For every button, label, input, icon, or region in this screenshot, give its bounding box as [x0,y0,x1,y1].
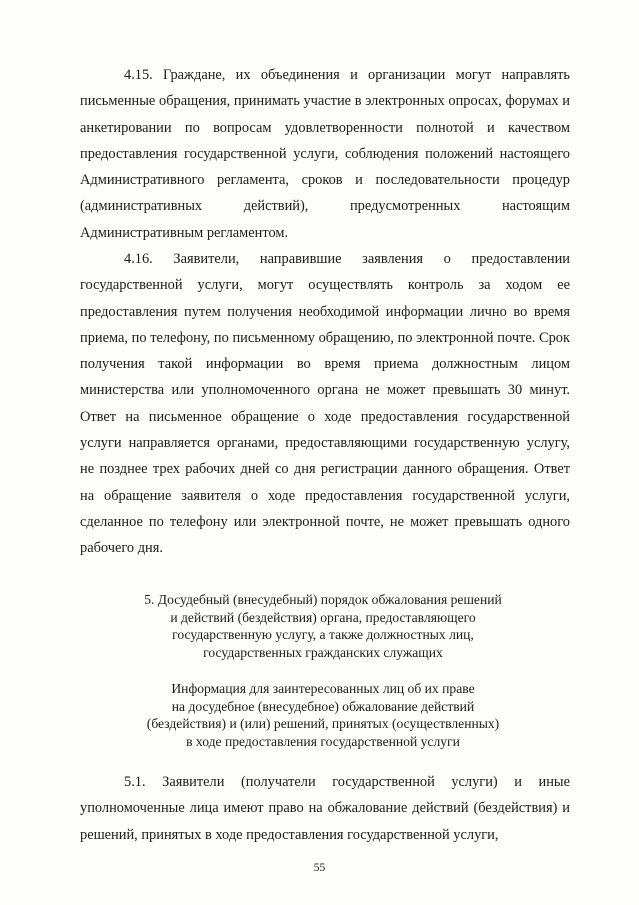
page-number: 55 [313,862,326,874]
paragraph-4-15: 4.15. Граждане, их объединения и организации могут направлять письменные обращения, принимать участие в электронных опросах, форумах и анкетировании по вопросам удовлетворенности полнотой и качеством предоставления государственной услуги, соблюдения положений настоящего Административного регламента, сроков и последовательности процедур (административных действий), предусмотренных настоящим Административным регламентом. [80,67,570,241]
paragraph-5-1: 5.1. Заявители (получатели государственной услуги) и иные уполномоченные лица имеют право на обжалование действий (бездействия) и решений, принятых в ходе предоставления государственной услуги, [80,774,570,843]
subheading-line: (бездействия) и (или) решений, принятых (осуществленных) [146,716,500,731]
heading-line: государственных гражданских служащих [203,644,443,660]
paragraph-4-16: 4.16. Заявители, направившие заявления о предоставлении государственной услуги, могут осуществлять контроль за ходом ее предоставления путем получения необходимой информации лично во время приема, по телефону, по письменному обращению, по электронной почте. Срок получения такой информации во время приема должностным лицом министерства или уполномоченного органа не может превышать 30 минут. Ответ на письменное обращение о ходе предоставления государственной услуги направляется органами, предоставляющими государственную услугу, не позднее трех рабочих дней со дня регистрации данного обращения. Ответ на обращение заявителя о ходе предоставления государственной услуги, сделанное по телефону или электронной почте, не может превышать одного рабочего дня. [80,251,570,557]
subheading-line: на досудебное (внесудебное) обжалование действий [171,698,475,714]
subheading [100,680,546,750]
subheading-line: Информация для заинтересованных лиц об их праве [171,681,475,696]
heading-line: 5. Досудебный (внесудебный) порядок обжалования решений [144,592,502,607]
heading-line: и действий (бездействия) органа, предоставляющего [170,609,476,625]
subheading-line: в ходе предоставления государственной услуги [186,733,460,749]
heading-line: государственную услугу, а также должностных лиц, [172,627,474,642]
section-5-heading [100,591,546,661]
